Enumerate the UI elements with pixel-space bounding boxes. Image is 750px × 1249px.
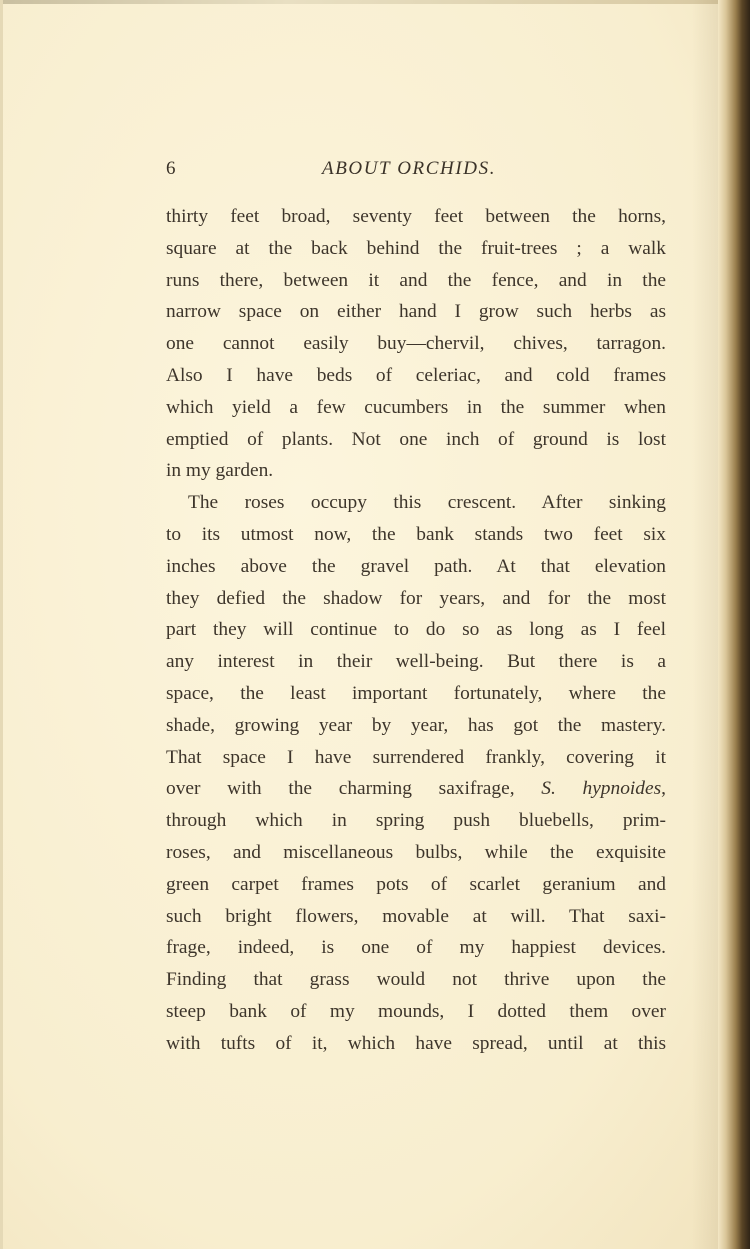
body-text — [166, 201, 666, 1060]
page-left-edge — [0, 0, 3, 1249]
text-line: shade, growing year by year, has got the mastery. — [166, 714, 666, 736]
text-line: inches above the gravel path. At that elevation — [166, 555, 666, 577]
text-line: in my garden. — [166, 460, 274, 482]
running-title: ABOUT ORCHIDS. — [322, 158, 497, 179]
text-line: That space I have surrendered frankly, covering it — [166, 746, 666, 768]
text-line: they defied the shadow for years, and for the most — [166, 587, 666, 609]
text-line: part they will continue to do so as long as I feel — [166, 619, 666, 641]
text-line: space, the least important fortunately, where the — [166, 682, 666, 704]
text-line: one cannot easily buy—chervil, chives, tarragon. — [166, 333, 666, 355]
botanical-name: S. hypnoides — [541, 778, 662, 800]
text-line: to its utmost now, the bank stands two feet six — [166, 523, 666, 545]
text-line: through which in spring push bluebells, prim- — [166, 810, 666, 832]
text-line: over with the charming saxifrage, S. hypnoides, — [166, 778, 666, 800]
text-line: runs there, between it and the fence, and in the — [166, 269, 666, 291]
text-line: which yield a few cucumbers in the summer when — [166, 396, 666, 418]
text-line: roses, and miscellaneous bulbs, while the exquisite — [166, 841, 666, 863]
text-line: frage, indeed, is one of my happiest devices. — [166, 937, 666, 959]
text-line: Finding that grass would not thrive upon the — [166, 969, 666, 991]
text-line: with tufts of it, which have spread, until at this — [166, 1032, 666, 1054]
text-line: thirty feet broad, seventy feet between the horns, — [166, 206, 666, 227]
text-line: square at the back behind the fruit-trees ; a walk — [166, 237, 666, 259]
text-line: green carpet frames pots of scarlet geranium and — [166, 873, 666, 895]
page-number: 6 — [166, 158, 176, 179]
text-line: such bright flowers, movable at will. That saxi- — [166, 905, 666, 927]
text-line: emptied of plants. Not one inch of ground is lost — [166, 428, 666, 450]
book-binding — [718, 0, 750, 1249]
page-top-edge — [0, 0, 720, 4]
text-line: The roses occupy this crescent. After sinking — [188, 492, 666, 514]
text-line: Also I have beds of celeriac, and cold frames — [166, 364, 666, 386]
text-line: any interest in their well-being. But there is a — [166, 651, 666, 673]
text-line: narrow space on either hand I grow such herbs as — [166, 301, 666, 323]
text-line: steep bank of my mounds, I dotted them over — [166, 1000, 666, 1022]
running-header — [166, 158, 666, 188]
